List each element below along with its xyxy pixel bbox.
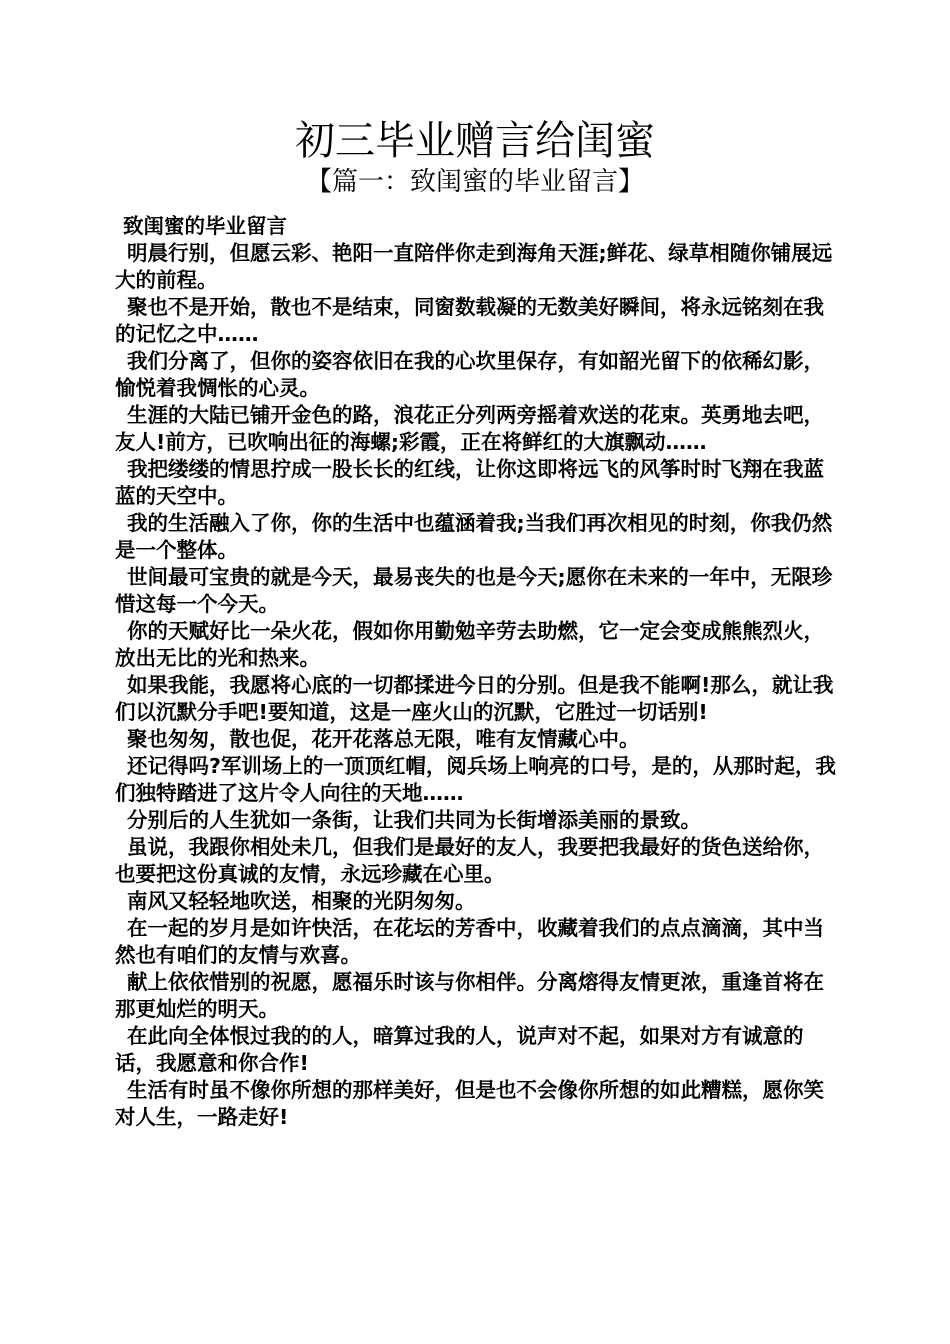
document-subtitle: 【篇一：致闺蜜的毕业留言】 [305,167,644,197]
paragraph: 还记得吗?军训场上的一顶顶红帽，阅兵场上响亮的口号，是的，从那时起，我们独特踏进了这片令人向往的天地…… [115,754,836,805]
paragraph: 献上依依惜别的祝愿，愿福乐时该与你相伴。分离熔得友情更浓，重逢首将在那更灿烂的明天。 [115,970,824,1021]
paragraph: 分别后的人生犹如一条街，让我们共同为长街增添美丽的景致。 [127,808,701,832]
paragraph: 如果我能，我愿将心底的一切都揉进今日的分别。但是我不能啊!那么，就让我们以沉默分手吧!要知道，这是一座火山的沉默，它胜过一切话别! [115,673,834,724]
paragraph: 聚也匆匆，散也促，花开花落总无限，唯有友情藏心中。 [127,727,640,751]
paragraph: 我的生活融入了你，你的生活中也蕴涵着我;当我们再次相见的时刻，你我仍然是一个整体。 [115,511,833,562]
paragraph: 在此向全体恨过我的的人，暗算过我的人，说声对不起，如果对方有诚意的话，我愿意和你合作! [115,1024,804,1075]
paragraph: 我们分离了，但你的姿容依旧在我的心坎里保存，有如韶光留下的依稀幻影，愉悦着我惆怅的心灵。 [115,349,824,400]
paragraph: 南风又轻轻地吹送，相聚的光阴匆匆。 [127,889,476,913]
paragraph: 生活有时虽不像你所想的那样美好，但是也不会像你所想的如此糟糕，愿你笑对人生，一路走好! [115,1078,824,1129]
document-title: 初三毕业赠言给闺蜜 [295,118,655,164]
paragraph: 我把缕缕的情思拧成一股长长的红线，让你这即将远飞的风筝时时飞翔在我蓝蓝的天空中。 [115,457,824,508]
paragraph: 聚也不是开始，散也不是结束，同窗数载凝的无数美好瞬间，将永远铭刻在我的记忆之中…… [115,295,824,346]
paragraph: 在一起的岁月是如许快活，在花坛的芳香中，收藏着我们的点点滴滴，其中当然也有咱们的友情与欢喜。 [115,916,824,967]
document-body [115,213,840,1131]
section-heading: 致闺蜜的毕业留言 [123,214,287,238]
paragraph: 生涯的大陆已铺开金色的路，浪花正分列两旁摇着欢送的花束。英勇地去吧，友人!前方，已吹响出征的海螺;彩霞，正在将鲜红的大旗飘动…… [115,403,824,454]
paragraph: 虽说，我跟你相处未几，但我们是最好的友人，我要把我最好的货色送给你，也要把这份真诚的友情，永远珍藏在心里。 [115,835,824,886]
paragraph: 世间最可宝贵的就是今天，最易丧失的也是今天;愿你在未来的一年中，无限珍惜这每一个今天。 [115,565,833,616]
paragraph: 你的天赋好比一朵火花，假如你用勤勉辛劳去助燃，它一定会变成熊熊烈火，放出无比的光和热来。 [115,619,824,670]
paragraph: 明晨行别，但愿云彩、艳阳一直陪伴你走到海角天涯;鲜花、绿草相随你铺展远大的前程。 [115,241,833,292]
